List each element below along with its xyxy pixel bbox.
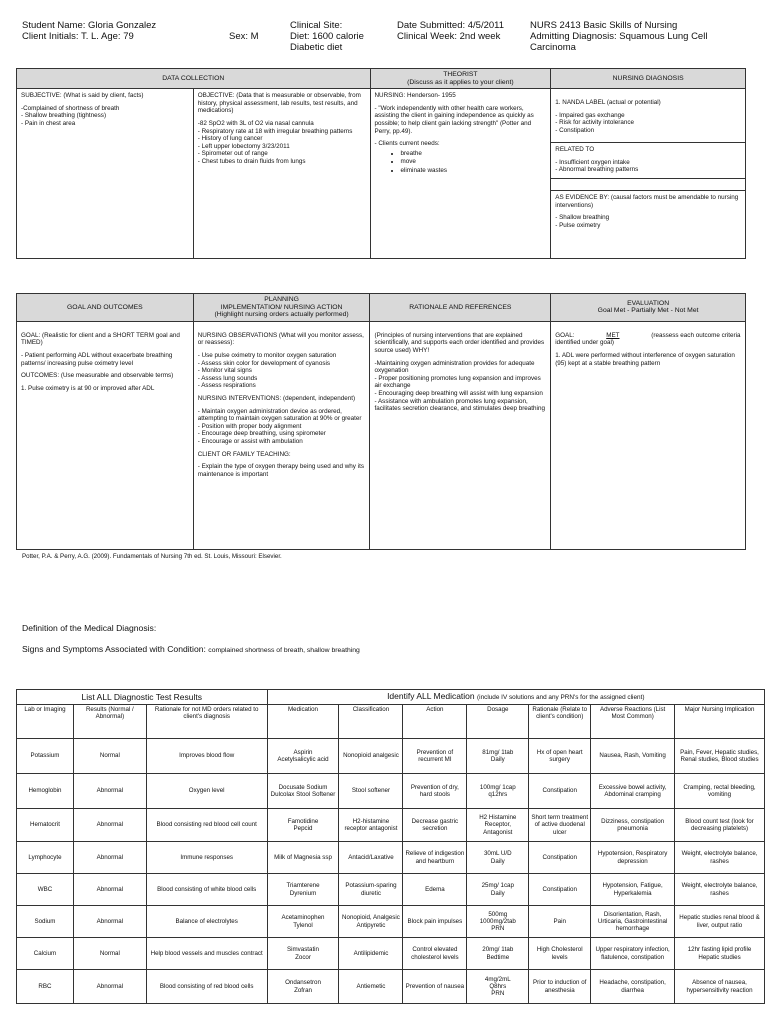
table-cell: Acetaminophen Tylenol <box>267 906 339 938</box>
evaluation-cell: GOAL: MET (reassess each outcome criteria identified under goal) 1. ADL were performed without interference of oxygen saturation (95) kept at a stable breathing pattern <box>551 321 746 549</box>
table-cell: Balance of electrolytes <box>146 906 267 938</box>
table-cell: Headache, constipation, diarrhea <box>591 970 675 1004</box>
table-cell: H2-histamine receptor antagonist <box>339 809 403 842</box>
table-cell: Block pain impulses <box>403 906 467 938</box>
table-cell: Calcium <box>17 938 74 970</box>
spacer-cell <box>551 179 746 191</box>
table-cell: H2 Histamine Receptor, Antagonist <box>467 809 529 842</box>
medication-section-title: Identify ALL Medication (include IV solutions and any PRN's for the assigned client) <box>267 690 764 705</box>
table-cell: 100mg/ 1cap q12hrs <box>467 774 529 809</box>
table-cell: Abnormal <box>73 874 146 906</box>
table-cell: Prevention of recurrent MI <box>403 739 467 774</box>
definition-label: Definition of the Medical Diagnosis: <box>22 623 157 633</box>
table-cell: 4mg/2mL Q8hrs PRN <box>467 970 529 1004</box>
table-cell: Decrease gastric secretion <box>403 809 467 842</box>
table-cell: Blood count test (look for decreasing platelets) <box>675 809 765 842</box>
table-cell: Docusate Sodium Dulcolax Stool Softener <box>267 774 339 809</box>
table-cell: Constipation <box>529 874 591 906</box>
table-cell: Nonopioid, Analgesic Antipyretic <box>339 906 403 938</box>
table-cell: 20mg/ 1tab Bedtime <box>467 938 529 970</box>
table-cell: Abnormal <box>73 842 146 874</box>
clinical-site-info: Clinical Site: Diet: 1600 calorie Diabetic diet <box>290 20 364 53</box>
table-cell: Abnormal <box>73 906 146 938</box>
table-cell: Prior to induction of anesthesia <box>529 970 591 1004</box>
table-cell: Antacid/Laxative <box>339 842 403 874</box>
table-cell: Constipation <box>529 842 591 874</box>
table-cell: Edema <box>403 874 467 906</box>
implementation-heading: PLANNING IMPLEMENTATION/ NURSING ACTION (Highlight nursing orders actually performed) <box>193 294 370 322</box>
lab-medication-table <box>16 689 765 1004</box>
client-sex: Sex: M <box>229 31 259 42</box>
action-header: Action <box>403 705 467 739</box>
table-cell: Hepatic studies renal blood & liver, output ratio <box>675 906 765 938</box>
lab-section-title: List ALL Diagnostic Test Results <box>17 690 268 705</box>
data-collection-table <box>16 68 746 259</box>
theorist-heading: THEORIST (Discuss as it applies to your client) <box>370 69 551 89</box>
table-cell: Help blood vessels and muscles contract <box>146 938 267 970</box>
evidence-cell: AS EVIDENCE BY: (causal factors must be amendable to nursing interventions) - Shallow breathing - Pulse oximetry <box>551 191 746 259</box>
objective-cell: OBJECTIVE: (Data that is measurable or observable, from history, physical assessment, lab results, test results, and medications) -82 SpO2 with 3L of O2 via nasal cannula - Respiratory rate at 18 with irregular breathing patterns - History of lung cancer - Left upper lobectomy 3/23/2011 - Spirometer out of range - Chest tubes to drain fluids from lungs <box>193 89 370 259</box>
adverse-reactions-header: Adverse Reactions (List Most Common) <box>591 705 675 739</box>
table-cell: Normal <box>73 739 146 774</box>
table-cell: Normal <box>73 938 146 970</box>
table-cell: Absence of nausea, hypersensitivity reaction <box>675 970 765 1004</box>
table-cell: Famotidine Pepcid <box>267 809 339 842</box>
table-row <box>17 874 765 906</box>
table-cell: High Cholesterol levels <box>529 938 591 970</box>
med-rationale-header: Rationale (Relate to client's condition) <box>529 705 591 739</box>
table-cell: Potassium-sparing diuretic <box>339 874 403 906</box>
table-cell: Lymphocyte <box>17 842 74 874</box>
table-cell: Simvastatin Zocor <box>267 938 339 970</box>
table-cell: Control elevated cholesterol levels <box>403 938 467 970</box>
table-cell: Weight, electrolyte balance, rashes <box>675 874 765 906</box>
table-cell: Hypotension, Respiratory depression <box>591 842 675 874</box>
table-cell: Blood consisting of red blood cells <box>146 970 267 1004</box>
nursing-diagnosis-heading: NURSING DIAGNOSIS <box>551 69 746 89</box>
submission-info: Date Submitted: 4/5/2011 Clinical Week: 2nd week <box>397 20 505 42</box>
table-cell: Disorientation, Rash, Urticaria, Gastrointestinal hemorrhage <box>591 906 675 938</box>
medication-header: Medication <box>267 705 339 739</box>
table-row <box>17 970 765 1004</box>
table-cell: Blood consisting of white blood cells <box>146 874 267 906</box>
list-item: • breathe <box>401 150 547 158</box>
table-cell: Antilipidemic <box>339 938 403 970</box>
table-cell: Short term treatment of active duodenal ulcer <box>529 809 591 842</box>
table-row <box>17 938 765 970</box>
related-to-cell: RELATED TO - Insufficient oxygen intake - Abnormal breathing patterns <box>551 143 746 179</box>
table-row <box>17 906 765 938</box>
table-cell: Weight, electrolyte balance, rashes <box>675 842 765 874</box>
implementation-cell: NURSING OBSERVATIONS (What will you monitor assess, or reassess): - Use pulse oximetry to monitor oxygen saturation - Assess skin color for development of cyanosis - Monitor vital signs - Assess lung sounds - Assess respirations NURSING INTERVENTIONS: (dependent, independent) - Maintain oxygen administration device as ordered, attempting to maintain oxygen saturation at 90% or greater - Position with proper body alignment - Encourage deep breathing, using spirometer - Encourage or assist with ambulation CLIENT OR FAMILY TEACHING: - Explain the type of oxygen therapy being used and why its maintenance is important <box>193 321 370 549</box>
table-cell: Constipation <box>529 774 591 809</box>
student-info: Student Name: Gloria Gonzalez Client Initials: T. L. Age: 79 <box>22 20 157 42</box>
table-cell: Aspirin Acetylsalicylic acid <box>267 739 339 774</box>
table-row <box>17 774 765 809</box>
table-cell: Cramping, rectal bleeding, vomiting <box>675 774 765 809</box>
table-cell: Abnormal <box>73 970 146 1004</box>
rationale-cell: (Principles of nursing interventions that are explained scientifically, and supports each order identified and provides source used) WHY! -Maintaining oxygen administration provides for adequate oxygenation - Proper positioning promotes lung expansion and improves air exchange - Encouraging deep breathing will assist with lung expansion - Assistance with ambulation promotes lung expansion, facilitates secretion clearance, and stimulates deep breathing <box>370 321 551 549</box>
table-cell: Milk of Magnesia ssp <box>267 842 339 874</box>
table-cell: RBC <box>17 970 74 1004</box>
table-cell: Pain, Fever, Hepatic studies, Renal studies, Blood studies <box>675 739 765 774</box>
table-cell: Abnormal <box>73 774 146 809</box>
goal-cell: GOAL: (Realistic for client and a SHORT TERM goal and TIMED) - Patient performing ADL without exacerbate breathing patterns/ increasing pulse oximetry level OUTCOMES: (Use measurable and observable terms) 1. Pulse oximetry is at 90 or improved after ADL <box>17 321 194 549</box>
table-cell: Relieve of indigestion and heartburn <box>403 842 467 874</box>
rationale-heading: RATIONALE AND REFERENCES <box>370 294 551 322</box>
goal-heading: GOAL AND OUTCOMES <box>17 294 194 322</box>
table-cell: Potassium <box>17 739 74 774</box>
table-row <box>17 809 765 842</box>
lab-header: Lab or Imaging <box>17 705 74 739</box>
results-header: Results (Normal / Abnormal) <box>73 705 146 739</box>
table-cell: Dizziness, constipation pneumonia <box>591 809 675 842</box>
table-cell: Hypotension, Fatigue, Hyperkalemia <box>591 874 675 906</box>
table-cell: Ondansetron Zofran <box>267 970 339 1004</box>
table-row <box>17 842 765 874</box>
table-cell: 30mL U/D Daily <box>467 842 529 874</box>
list-item: • eliminate wastes <box>401 167 547 175</box>
table-cell: 500mg 1000mg/2tab PRN <box>467 906 529 938</box>
table-cell: Improves blood flow <box>146 739 267 774</box>
nursing-implication-header: Major Nursing Implication <box>675 705 765 739</box>
subjective-cell: SUBJECTIVE: (What is said by client, facts) -Complained of shortness of breath - Shallow breathing (tightness) - Pain in chest area <box>17 89 194 259</box>
table-cell: Hemoglobin <box>17 774 74 809</box>
table-cell: Hx of open heart surgery <box>529 739 591 774</box>
classification-header: Classification <box>339 705 403 739</box>
data-collection-heading: DATA COLLECTION <box>17 69 371 89</box>
table-cell: Hematocrit <box>17 809 74 842</box>
nanda-cell: 1. NANDA LABEL (actual or potential) - Impaired gas exchange - Risk for activity intolerance - Constipation <box>551 89 746 143</box>
table-cell: 12hr fasting lipid profile Hepatic studies <box>675 938 765 970</box>
table-cell: Nonopioid analgesic <box>339 739 403 774</box>
dosage-header: Dosage <box>467 705 529 739</box>
table-cell: Blood consisting red blood cell count <box>146 809 267 842</box>
client-needs-list <box>375 150 547 175</box>
table-cell: Pain <box>529 906 591 938</box>
table-cell: Antiemetic <box>339 970 403 1004</box>
table-cell: Sodium <box>17 906 74 938</box>
table-cell: 25mg/ 1cap Daily <box>467 874 529 906</box>
course-info: NURS 2413 Basic Skills of Nursing Admitting Diagnosis: Squamous Lung Cell Carcinoma <box>530 20 708 53</box>
table-cell: Oxygen level <box>146 774 267 809</box>
table-cell: Nausea, Rash, Vomiting <box>591 739 675 774</box>
column-header-row <box>17 705 765 739</box>
lab-medication-body <box>17 739 765 1004</box>
table-cell: WBC <box>17 874 74 906</box>
table-cell: Triamterene Dyrenium <box>267 874 339 906</box>
table-cell: 81mg/ 1tab Daily <box>467 739 529 774</box>
signs-symptoms: Signs and Symptoms Associated with Condition: complained shortness of breath, shallow breathing <box>22 644 360 654</box>
table-cell: Upper respiratory infection, flatulence, constipation <box>591 938 675 970</box>
table-cell: Excessive bowel activity, Abdominal cramping <box>591 774 675 809</box>
evaluation-heading: EVALUATION Goal Met - Partially Met - Not Met <box>551 294 746 322</box>
citation: Potter, P.A. & Perry, A.G. (2009). Fundamentals of Nursing 7th ed. St. Louis, Missouri: Elsevier. <box>22 553 282 560</box>
lab-rationale-header: Rationale for not MD orders related to client's diagnosis <box>146 705 267 739</box>
planning-table <box>16 293 746 550</box>
table-cell: Stool softener <box>339 774 403 809</box>
table-cell: Prevention of nausea <box>403 970 467 1004</box>
list-item: • move <box>401 158 547 166</box>
table-cell: Abnormal <box>73 809 146 842</box>
goal-status: MET <box>606 331 620 339</box>
table-row <box>17 739 765 774</box>
table-cell: Prevention of dry, hard stools <box>403 774 467 809</box>
table-cell: Immune responses <box>146 842 267 874</box>
theorist-cell: NURSING: Henderson- 1955 - "Work independently with other health care workers, assisting the client in gaining independence as quickly as possible; to help client gain lacking strength" (Potter and Perry, pp.49). - Clients current needs: • breathe • move • eliminate wastes <box>370 89 551 259</box>
evaluation-goal: GOAL: MET (reassess each outcome criteria identified under goal) <box>555 331 741 347</box>
